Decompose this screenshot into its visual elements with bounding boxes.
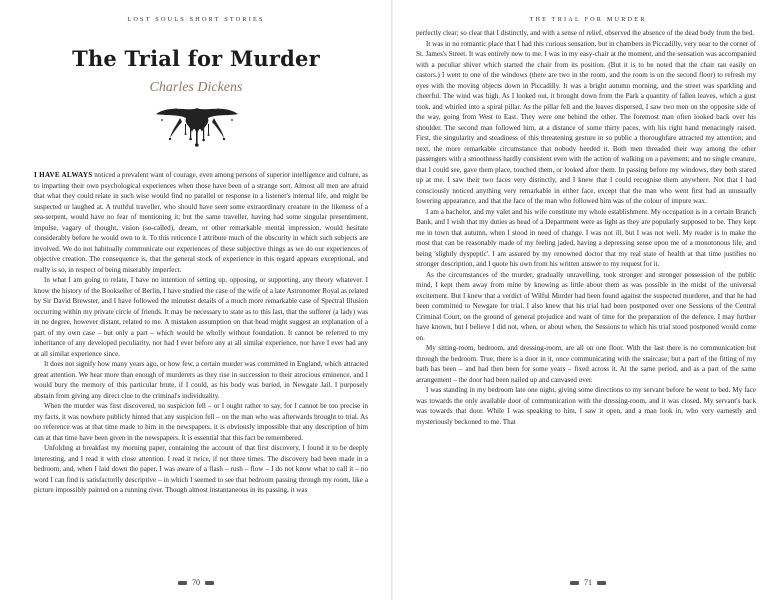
folio-ornament-icon: [178, 581, 187, 585]
paragraph: I HAVE ALWAYS noticed a prevalent want of courage, even among persons of superior intelligence and culture, as to imparting their own psychological experiences when those have been of a strange sort. Almost all men are afraid that what they could relate in such wise would find no parallel or response in a listener's internal life, and might be suspected or laughed at. A truthful traveller, who should have seen some extraordinary creature in the likeness of a sea-serpent, would have no fear of mentioning it; but the same traveller, having had some singular presentiment, impulse, vagary of thought, vision (so-called), dream, or other remarkable mental impression, would hesitate considerably before he would own to it. To this reticence I attribute much of the obscurity in which such subjects are involved. We do not habitually communicate our experiences of these subjective things as we do our experiences of objective creation. The consequence is, that the general stock of experience in this regard appears exceptional, and really is so, in respect of being miserably imperfect.: [34, 171, 368, 274]
paragraph: I am a bachelor, and my valet and his wife constitute my whole establishment. My occupation is in a certain Branch Bank, and I wish that my duties as head of a Department were as light as they are popularly supposed to be. They kept me in town that autumn, when I stood in need of change. I was not ill, but I was not well. My reader is to make the most that can be reasonably made of my feeling jaded, having a depressing sense upon me of a monotonous life, and being 'slightly dyspeptic'. I am assured by my renowned doctor that my real state of health at that time justifies no stronger description, and I quote his own from his written answer to my request for it.: [416, 207, 756, 268]
ink-splatter-ornament: [150, 100, 244, 148]
paragraph: In what I am going to relate, I have no intention of setting up, opposing, or supporting, any theory whatever. I know the history of the Bookseller of Berlin, I have studied the case of the wife of a late Astronomer Royal as related by Sir David Brewster, and I have followed the minutest details of a much more remarkable case of Spectral Illusion occurring within my private circle of friends. It may be necessary to state as to this last, that the sufferer (a lady) was in no degree, however distant, related to me. A mistaken assumption on that head might suggest an explanation of a part of my own case – but only a part – which would be wholly without foundation. It cannot be referred to my inheritance of any developed peculiarity, nor had I ever before any at all similar experience, nor have I ever had any at all similar experience since.: [34, 276, 368, 358]
folio-ornament-icon: [570, 581, 579, 585]
story-title: The Trial for Murder: [72, 46, 320, 71]
paragraph: When the murder was first discovered, no suspicion fell – or I ought rather to say, for I cannot be too precise in my facts, it was nowhere publicly hinted that any suspicion fell – on the man who was afterwards brought to trial. As no reference was at that time made to him in the newspapers, it is obviously impossible that any description of him can at that time have been given in the newspapers. It is essential that this fact be remembered.: [34, 402, 368, 442]
page-number-left: [0, 578, 392, 587]
running-head-left: LOST SOULS SHORT STORIES: [127, 16, 265, 23]
paragraph: perfectly clear; so clear that I distinctly, and with a sense of relief, observed the absence of the dead body from the bed.: [416, 29, 755, 37]
right-page: [392, 0, 784, 600]
page-number-right: [392, 578, 784, 587]
running-head-right: THE TRIAL FOR MURDER: [529, 16, 647, 23]
folio-ornament-icon: [205, 581, 214, 585]
folio-ornament-icon: [597, 581, 606, 585]
page-number: 70: [192, 578, 200, 587]
paragraph: My sitting-room, bedroom, and dressing-room, are all on one floor. With the last there is no communication but through the bedroom. True, there is a door in it, once communicating with the staircase; but a part of the fitting of my bath has been – and had then been for some years – fixed across it. At the same period, and as a part of the same arrangement – the door had been nailed up and canvased over.: [416, 344, 756, 384]
body-text-right: [416, 28, 756, 427]
lead-in: I HAVE ALWAYS: [34, 171, 93, 179]
story-author: Charles Dickens: [149, 80, 243, 95]
paragraph: Unfolding at breakfast my morning paper, containing the account of that first discovery, I found it to be deeply interesting, and I read it with close attention. I read it twice, if not three times. The discovery had been made in a bedroom, and, when I laid down the paper, I was aware of a flash – rush – flow – I do not know what to call it – no word I can find is satisfactorily descriptive – in which I seemed to see that bedroom passing through my room, like a picture impossibly painted on a running river. Though almost instantaneous in its passing, it was: [34, 444, 368, 494]
paragraph: It does not signify how many years ago, or how few, a certain murder was committed in England, which attracted great attention. We hear more than enough of murderers as they rise in succession to their atrocious eminence, and I would bury the memory of this particular brute, if I could, as his body was buried, in Newgate Jail. I purposely abstain from giving any direct clue to the criminal's individuality.: [34, 360, 368, 400]
body-text-left: [34, 170, 368, 496]
page-number: 71: [584, 578, 592, 587]
paragraph: I was standing in my bedroom late one night, giving some directions to my servant before he went to bed. My face was towards the only available door of communication with the dressing-room, and it was closed. My servant's back was towards that door. While I was speaking to him, I saw it open, and a man look in, who very earnestly and mysteriously beckoned to me. That: [416, 386, 756, 426]
paragraph: It was in no romantic place that I had this curious sensation, but in chambers in Piccadilly, very near to the corner of St. James's Street. It was entirely new to me. I was in my easy-chair at the moment, and the sensation was accompanied with a peculiar shiver which started the chair from its position. (But it is to be noted that the chair ran easily on castors.) I went to one of the windows (there are two in the room, and the room is on the second floor) to refresh my eyes with the moving objects down in Piccadilly. It was a bright autumn morning, and the street was sparkling and cheerful. The wind was high. As I looked out, it brought down from the Park a quantity of fallen leaves, which a gust took, and whirled into a spiral pillar. As the pillar fell and the leaves dispersed, I saw two men on the opposite side of the way, going from West to East. They were one behind the other. The foremost man often looked back over his shoulder. The second man followed him, at a distance of some thirty paces, with his right hand menacingly raised. First, the singularity and steadiness of this threatening gesture in so public a thoroughfare attracted my attention; and next, the more remarkable circumstance that nobody heeded it. Both men threaded their way among the other passengers with a smoothness hardly consistent even with the action of walking on a pavement; and no single creature, that I could see, gave them place, touched them, or looked after them. In passing before my windows, they both stared up at me. I saw their two faces very distinctly, and I knew that I could recognise them anywhere. Not that I had consciously noticed anything very remarkable in either face, except that the man who went first had an unusually lowering appearance, and that the face of the man who followed him was of the colour of impure wax.: [416, 39, 756, 205]
paragraph: As the circumstances of the murder, gradually unravelling, took stronger and stronger possession of the public mind, I kept them away from mine by knowing as little about them as was possible in the midst of the universal excitement. But I knew that a verdict of Wilful Murder had been found against the suspected murderer, and that he had been committed to Newgate for trial. I also knew that his trial had been postponed over one Sessions of the Central Criminal Court, on the ground of general prejudice and want of time for the preparation of the defence. I may further have known, but I believe I did not, when, or about when, the Sessions to which his trial stood postponed would come on.: [416, 270, 756, 342]
